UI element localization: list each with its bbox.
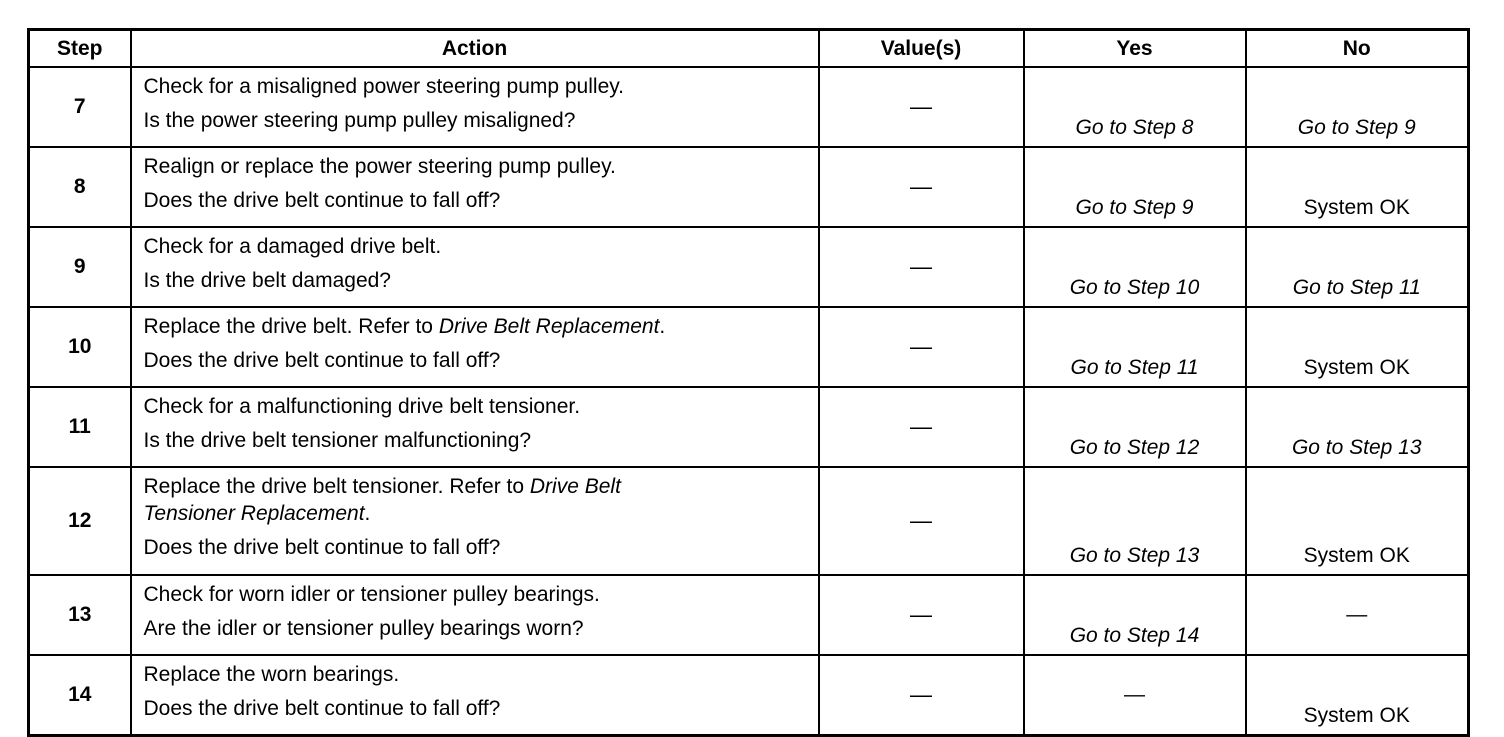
action-text-lead: Replace the drive belt tensioner. Refer to [143, 475, 530, 498]
no-cell: System OK [1246, 307, 1469, 387]
value-cell: — [819, 67, 1024, 147]
yes-cell: Go to Step 12 [1024, 387, 1246, 467]
action-question: Is the drive belt tensioner malfunctioning? [143, 429, 532, 452]
action-text-end: . [364, 502, 371, 525]
diagnostic-table [27, 28, 1470, 737]
table-row [29, 227, 1469, 307]
action-question: Does the drive belt continue to fall off? [143, 536, 501, 559]
action-cell [131, 227, 819, 307]
action-text-continued [144, 500, 806, 527]
yes-cell: Go to Step 14 [1024, 575, 1246, 655]
action-cell [131, 655, 819, 736]
action-text: Replace the worn bearings. [143, 663, 400, 686]
no-cell: Go to Step 13 [1246, 387, 1469, 467]
no-cell: System OK [1246, 147, 1469, 227]
step-number: 7 [29, 67, 131, 147]
action-cell [131, 147, 819, 227]
value-cell: — [819, 575, 1024, 655]
action-text [144, 308, 806, 340]
header-yes: Yes [1024, 30, 1246, 68]
yes-cell: Go to Step 9 [1024, 147, 1246, 227]
table-row [29, 307, 1469, 387]
value-cell: — [819, 387, 1024, 467]
step-number: 9 [29, 227, 131, 307]
procedure-reference-link[interactable]: Drive Belt Replacement [438, 315, 660, 338]
action-text-end: . [659, 315, 666, 338]
header-no: No [1246, 30, 1469, 68]
no-cell: System OK [1246, 655, 1469, 736]
value-cell: — [819, 655, 1024, 736]
yes-cell: Go to Step 11 [1024, 307, 1246, 387]
action-question: Does the drive belt continue to fall off? [143, 189, 501, 212]
step-number: 8 [29, 147, 131, 227]
action-text: Realign or replace the power steering pump pulley. [143, 155, 616, 178]
header-values: Value(s) [819, 30, 1024, 68]
table-row [29, 467, 1469, 575]
action-text: Check for a malfunctioning drive belt tensioner. [143, 395, 581, 418]
yes-cell: Go to Step 8 [1024, 67, 1246, 147]
action-cell [131, 67, 819, 147]
action-cell [131, 467, 819, 575]
procedure-reference-link-part2[interactable]: Tensioner Replacement [143, 502, 365, 525]
action-cell [131, 575, 819, 655]
yes-cell: Go to Step 10 [1024, 227, 1246, 307]
table-row [29, 67, 1469, 147]
no-cell: Go to Step 9 [1246, 67, 1469, 147]
table-row [29, 147, 1469, 227]
procedure-reference-link-part1[interactable]: Drive Belt [529, 475, 621, 498]
step-number: 11 [29, 387, 131, 467]
action-text: Check for worn idler or tensioner pulley bearings. [143, 583, 600, 606]
table-row [29, 575, 1469, 655]
action-cell [131, 387, 819, 467]
no-cell: — [1246, 575, 1469, 655]
action-question: Does the drive belt continue to fall off? [143, 697, 501, 720]
no-cell: System OK [1246, 467, 1469, 575]
value-cell: — [819, 467, 1024, 575]
action-question: Are the idler or tensioner pulley bearings worn? [143, 617, 584, 640]
action-cell [131, 307, 819, 387]
header-step: Step [29, 30, 131, 68]
no-cell: Go to Step 11 [1246, 227, 1469, 307]
table-row [29, 655, 1469, 736]
action-question: Does the drive belt continue to fall off? [143, 349, 501, 372]
header-action: Action [131, 30, 819, 68]
action-text: Check for a damaged drive belt. [143, 235, 442, 258]
table-row [29, 387, 1469, 467]
action-text [144, 468, 806, 500]
value-cell: — [819, 227, 1024, 307]
action-text: Check for a misaligned power steering pump pulley. [143, 75, 625, 98]
action-question: Is the power steering pump pulley misaligned? [143, 109, 576, 132]
step-number: 12 [29, 467, 131, 575]
header-row [29, 30, 1469, 68]
value-cell: — [819, 147, 1024, 227]
step-number: 10 [29, 307, 131, 387]
yes-cell: Go to Step 13 [1024, 467, 1246, 575]
value-cell: — [819, 307, 1024, 387]
step-number: 14 [29, 655, 131, 736]
step-number: 13 [29, 575, 131, 655]
action-text-lead: Replace the drive belt. Refer to [143, 315, 439, 338]
action-question: Is the drive belt damaged? [143, 269, 391, 292]
yes-cell: — [1024, 655, 1246, 736]
